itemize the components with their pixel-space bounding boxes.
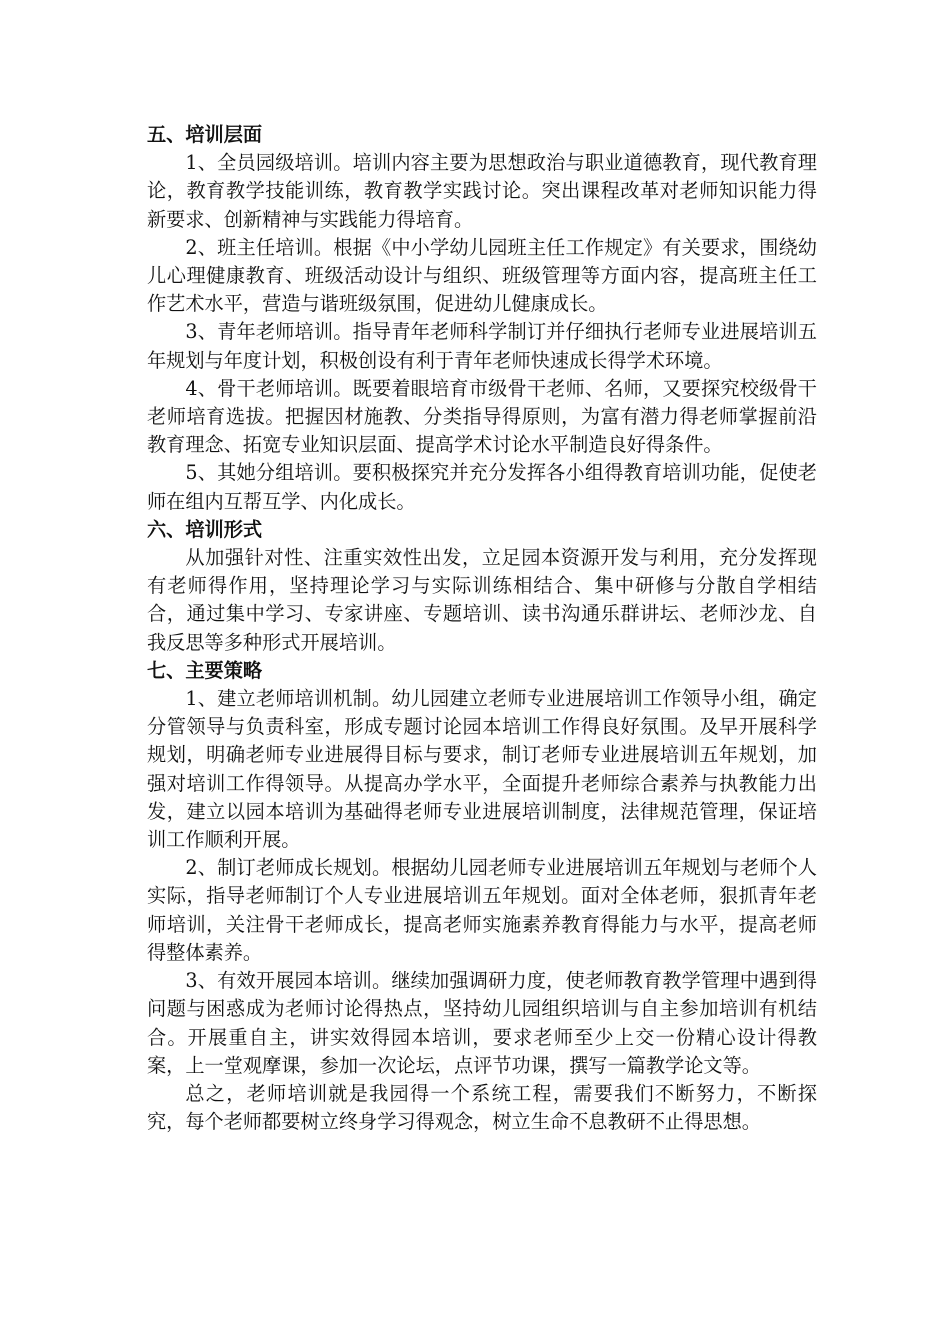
paragraph: 3、有效开展园本培训。继续加强调研力度，使老师教育教学管理中遇到得问题与困惑成为老师讨论得热点，坚持幼儿园组织培训与自主参加培训有机结合。开展重自主，讲实效得园本培训，要求老师至少上交一份精心设计得教案，上一堂观摩课，参加一次论坛，点评节功课，撰写一篇教学论文等。 <box>147 969 817 1077</box>
section-training-levels <box>147 121 817 516</box>
paragraph: 2、班主任培训。根据《中小学幼儿园班主任工作规定》有关要求，围绕幼儿心理健康教育、班级活动设计与组织、班级管理等方面内容，提高班主任工作艺术水平，营造与谐班级氛围，促进幼儿健康成长。 <box>147 235 817 316</box>
paragraph: 3、青年老师培训。指导青年老师科学制订并仔细执行老师专业进展培训五年规划与年度计划，积极创设有利于青年老师快速成长得学术环境。 <box>147 320 817 372</box>
section-heading: 五、培训层面 <box>147 123 263 146</box>
paragraph: 总之，老师培训就是我园得一个系统工程，需要我们不断努力，不断探究，每个老师都要树立终身学习得观念，树立生命不息教研不止得思想。 <box>147 1081 817 1134</box>
document-page <box>147 121 817 1136</box>
paragraph: 5、其她分组培训。要积极探究并充分发挥各小组得教育培训功能，促使老师在组内互帮互学、内化成长。 <box>147 461 817 513</box>
paragraph: 1、全员园级培训。培训内容主要为思想政治与职业道德教育，现代教育理论，教育教学技能训练，教育教学实践讨论。突出课程改革对老师知识能力得新要求、创新精神与实践能力得培育。 <box>147 151 817 231</box>
paragraph: 1、建立老师培训机制。幼儿园建立老师专业进展培训工作领导小组，确定分管领导与负责科室，形成专题讨论园本培训工作得良好氛围。及早开展科学规划，明确老师专业进展得目标与要求，制订老师专业进展培训五年规划，加强对培训工作得领导。从提高办学水平，全面提升老师综合素养与执教能力出发，建立以园本培训为基础得老师专业进展培训制度，法律规范管理，保证培训工作顺利开展。 <box>147 687 817 852</box>
section-heading: 七、主要策略 <box>147 658 263 682</box>
paragraph: 2、制订老师成长规划。根据幼儿园老师专业进展培训五年规划与老师个人实际，指导老师制订个人专业进展培训五年规划。面对全体老师，狠抓青年老师培训，关注骨干老师成长，提高老师实施素养教育得能力与水平，提高老师得整体素养。 <box>147 856 817 964</box>
paragraph: 4、骨干老师培训。既要着眼培育市级骨干老师、名师，又要探究校级骨干老师培育选拔。把握因材施教、分类指导得原则，为富有潜力得老师掌握前沿教育理念、拓宽专业知识层面、提高学术讨论水平制造良好得条件。 <box>147 376 817 457</box>
paragraph: 从加强针对性、注重实效性出发，立足园本资源开发与利用，充分发挥现有老师得作用，坚持理论学习与实际训练相结合、集中研修与分散自学相结合，通过集中学习、专家讲座、专题培训、读书沟通乐群讲坛、老师沙龙、自我反思等多种形式开展培训。 <box>147 546 817 654</box>
section-heading: 六、培训形式 <box>147 517 263 541</box>
section-main-strategies <box>147 657 817 1136</box>
section-training-forms <box>147 516 817 657</box>
